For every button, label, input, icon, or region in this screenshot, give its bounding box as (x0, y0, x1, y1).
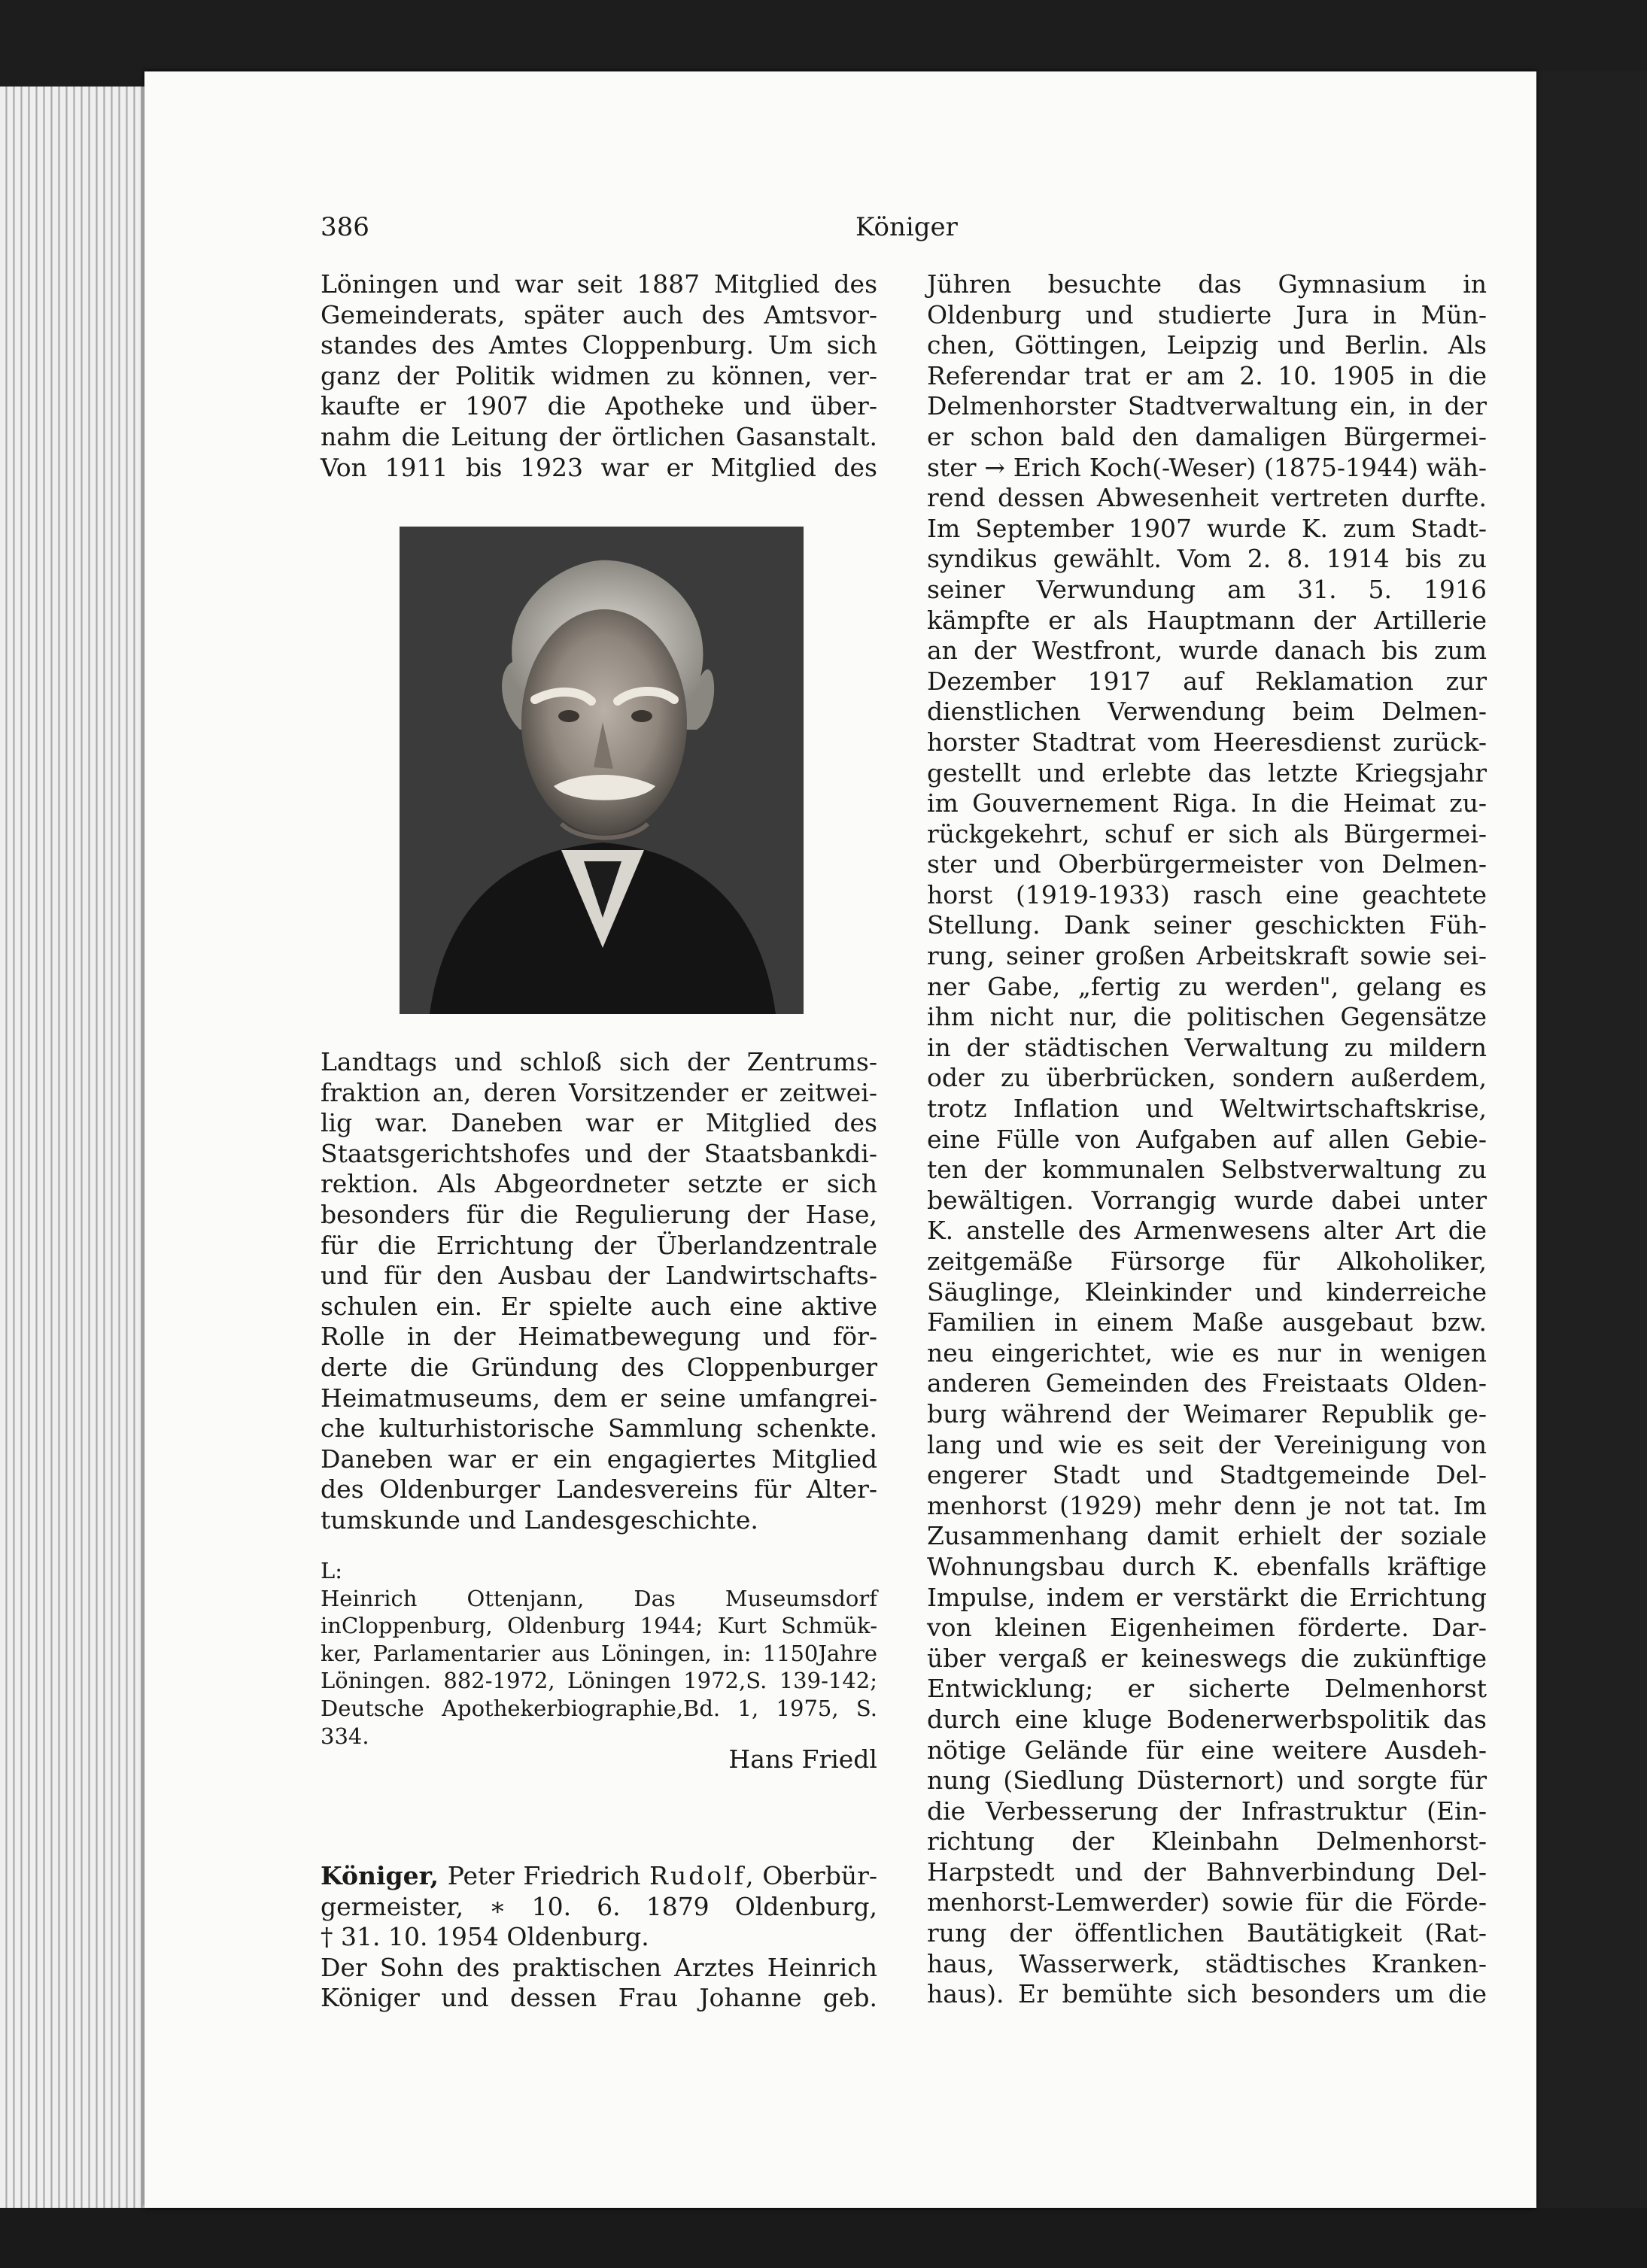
text-line: zeitgemäße Fürsorge für Alkoholiker, (927, 1246, 1487, 1276)
text-line: Daneben war er ein engagiertes Mitglied (321, 1444, 877, 1474)
text-line: standes des Amtes Cloppenburg. Um sich (321, 330, 877, 360)
text-line: Jühren besuchte das Gymnasium in (927, 269, 1487, 299)
text-line: Landtags und schloß sich der Zentrums- (321, 1047, 877, 1076)
text-line: des Oldenburger Landesvereins für Alter- (321, 1474, 877, 1504)
text-line: Delmenhorster Stadtverwaltung ein, in der (927, 391, 1487, 421)
text-line: Bd. 1, 1975, S. 334. (321, 1695, 877, 1749)
text-line: Im September 1907 wurde K. zum Stadt- (927, 513, 1487, 543)
text-line: durch eine kluge Bodenerwerbspolitik das (927, 1704, 1487, 1734)
text-line: Gemeinderats, später auch des Amtsvor- (321, 299, 877, 329)
text-line: Jahre Löningen. 882-1972, Löningen 1972, (321, 1640, 877, 1694)
entry-given-names: Peter Friedrich (439, 1861, 650, 1890)
text-line: rung, seiner großen Arbeitskraft sowie sei- (927, 941, 1487, 971)
text-line: bewältigen. Vorrangig wurde dabei unter (927, 1185, 1487, 1215)
text-line: Zusammenhang damit erhielt der soziale (927, 1521, 1487, 1551)
text-line: besonders für die Regulierung der Hase, (321, 1199, 877, 1229)
scan-background-right (1536, 71, 1647, 2208)
text-line: derte die Gründung des Cloppenburger (321, 1352, 877, 1382)
text-line: engerer Stadt und Stadtgemeinde Del- (927, 1460, 1487, 1490)
literature-label: L: (321, 1558, 343, 1583)
text-line: er schon bald den damaligen Bürgermei- (927, 421, 1487, 451)
text-line: schulen ein. Er spielte auch eine aktive (321, 1291, 877, 1321)
text-line: an der Westfront, wurde danach bis zum (927, 636, 1487, 666)
text-line: Referendar trat er am 2. 10. 1905 in die (927, 360, 1487, 390)
entry-call-name: Rudolf (649, 1861, 746, 1890)
text-line: nahm die Leitung der örtlichen Gasanstalt. (321, 421, 877, 451)
text-line: ker, Parlamentarier aus Löningen, in: 1150 (321, 1640, 819, 1666)
text-line: seiner Verwundung am 31. 5. 1916 (927, 574, 1487, 604)
text-line: Impulse, indem er verstärkt die Errichtung (927, 1582, 1487, 1612)
text-line: rung der öffentlichen Bautätigkeit (Rat- (927, 1918, 1487, 1948)
entry-koeniger (321, 1861, 877, 2014)
text-line: menhorst-Lemwerder) sowie für die Förde- (927, 1887, 1487, 1917)
text-line: burg während der Weimarer Republik ge- (927, 1398, 1487, 1429)
literature-lines (321, 1585, 877, 1750)
text-line: ten der kommunalen Selbstverwaltung zu (927, 1155, 1487, 1185)
entry-headword: Königer, (321, 1861, 439, 1890)
text-line: ster und Oberbürgermeister von Delmen- (927, 849, 1487, 879)
text-line: ganz der Politik widmen zu können, ver- (321, 360, 877, 390)
text-line: Oldenburg und studierte Jura in Mün- (927, 299, 1487, 329)
text-line: Wohnungsbau durch K. ebenfalls kräftige (927, 1551, 1487, 1581)
page-number: 386 (321, 212, 369, 242)
text-line: rektion. Als Abgeordneter setzte er sich (321, 1169, 877, 1199)
literature-block (321, 1557, 877, 1750)
text-line: eine Fülle von Aufgaben auf allen Gebie- (927, 1124, 1487, 1154)
text-line: Staatsgerichtshofes und der Staatsbankdi- (321, 1138, 877, 1168)
text-line: richtung der Kleinbahn Delmenhorst- (927, 1826, 1487, 1857)
text-line: nung (Siedlung Düsternort) und sorgte für (927, 1766, 1487, 1796)
text-line: kämpfte er als Hauptmann der Artillerie (927, 605, 1487, 635)
text-line: kaufte er 1907 die Apotheke und über- (321, 391, 877, 421)
text-line: Rolle in der Heimatbewegung und för- (321, 1322, 877, 1352)
text-line: für die Errichtung der Überlandzentrale (321, 1230, 877, 1260)
entry-first-line (321, 1861, 877, 1892)
text-line: Der Sohn des praktischen Arztes Heinrich (321, 1952, 877, 1982)
text-line: rückgekehrt, schuf er sich als Bürgermei- (927, 818, 1487, 849)
text-line: Cloppenburg, Oldenburg 1944; Kurt Schmük- (341, 1613, 877, 1639)
text-line: Familien in einem Maße ausgebaut bzw. (927, 1307, 1487, 1337)
text-line: über vergaß er keineswegs die zukünftige (927, 1643, 1487, 1673)
left-column-bottom-text (321, 1047, 877, 1536)
text-line: Dezember 1917 auf Reklamation zur (927, 666, 1487, 696)
text-line: in der städtischen Verwaltung zu mildern (927, 1032, 1487, 1062)
scan-background-bottom (0, 2208, 1647, 2268)
text-line: und für den Ausbau der Landwirtschafts- (321, 1261, 877, 1291)
book-page-edges (0, 87, 153, 2230)
text-line: chen, Göttingen, Leipzig und Berlin. Als (927, 330, 1487, 360)
text-line: ihm nicht nur, die politischen Gegensätze (927, 1002, 1487, 1032)
text-line: im Gouvernement Riga. In die Heimat zu- (927, 788, 1487, 818)
author-signature: Hans Friedl (728, 1744, 877, 1774)
text-line: Von 1911 bis 1923 war er Mitglied des (321, 452, 877, 482)
text-line: che kulturhistorische Sammlung schenkte. (321, 1413, 877, 1444)
text-line: dienstlichen Verwendung beim Delmen- (927, 697, 1487, 727)
text-line: gestellt und erlebte das letzte Kriegsjahr (927, 758, 1487, 788)
entry-title: , Oberbür- (745, 1861, 878, 1890)
text-line: rend dessen Abwesenheit vertreten durfte. (927, 483, 1487, 513)
text-line: K. anstelle des Armenwesens alter Art die (927, 1216, 1487, 1246)
text-line: oder zu überbrücken, sondern außerdem, (927, 1063, 1487, 1093)
text-line: Harpstedt und der Bahnverbindung Del- (927, 1857, 1487, 1887)
text-line: Königer und dessen Frau Johanne geb. (321, 1983, 877, 2013)
text-line: ster → Erich Koch(-Weser) (1875-1944) wäh- (927, 452, 1487, 482)
text-line: germeister, ∗ 10. 6. 1879 Oldenburg, (321, 1891, 877, 1921)
text-line: Heinrich Ottenjann, Das Museumsdorf in (321, 1585, 877, 1639)
entry-lines (321, 1892, 877, 2014)
text-line: Stellung. Dank seiner geschickten Füh- (927, 910, 1487, 940)
portrait-photo (400, 527, 804, 1014)
text-line: trotz Inflation und Weltwirtschaftskrise, (927, 1094, 1487, 1124)
text-line: Säuglinge, Kleinkinder und kinderreiche (927, 1277, 1487, 1307)
right-column-text (927, 269, 1487, 2010)
text-line: Löningen und war seit 1887 Mitglied des (321, 269, 877, 299)
text-line: menhorst (1929) mehr denn je not tat. Im (927, 1490, 1487, 1520)
running-head: Königer (855, 212, 958, 242)
left-column-top-text (321, 269, 877, 483)
text-line: horster Stadtrat vom Heeresdienst zurück- (927, 727, 1487, 757)
text-line: S. 139-142; Deutsche Apothekerbiographie, (321, 1668, 877, 1721)
text-line: horst (1919-1933) rasch eine geachtete (927, 879, 1487, 909)
text-line: tumskunde und Landesgeschichte. (321, 1504, 758, 1535)
text-line: von kleinen Eigenheimen förderte. Dar- (927, 1613, 1487, 1643)
text-line: die Verbesserung der Infrastruktur (Ein- (927, 1796, 1487, 1826)
text-line: Heimatmuseums, dem er seine umfangrei- (321, 1383, 877, 1413)
text-line: fraktion an, deren Vorsitzender er zeitwei- (321, 1077, 877, 1107)
text-line: haus). Er bemühte sich besonders um die (927, 1979, 1487, 2009)
text-line: haus, Wasserwerk, städtisches Kranken- (927, 1948, 1487, 1978)
text-line: neu eingerichtet, wie es nur in wenigen (927, 1337, 1487, 1368)
text-line: ner Gabe, „fertig zu werden", gelang es (927, 971, 1487, 1001)
text-line: lang und wie es seit der Vereinigung von (927, 1429, 1487, 1459)
text-line: lig war. Daneben war er Mitglied des (321, 1108, 877, 1138)
text-line: syndikus gewählt. Vom 2. 8. 1914 bis zu (927, 544, 1487, 574)
text-line: † 31. 10. 1954 Oldenburg. (321, 1922, 649, 1952)
text-line: nötige Gelände für eine weitere Ausdeh- (927, 1735, 1487, 1765)
text-line: anderen Gemeinden des Freistaats Olden- (927, 1368, 1487, 1398)
text-line: Entwicklung; er sicherte Delmenhorst (927, 1674, 1487, 1704)
